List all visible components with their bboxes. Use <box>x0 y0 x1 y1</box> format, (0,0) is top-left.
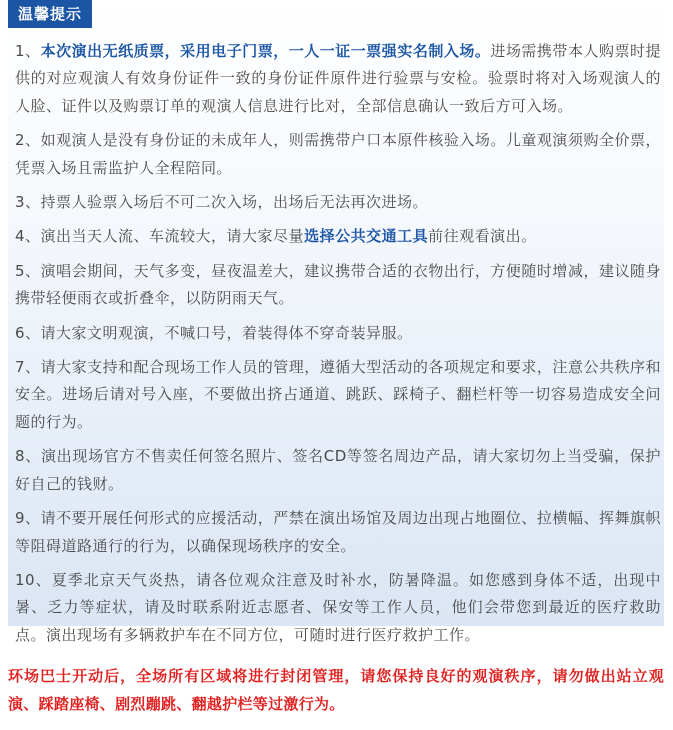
item-text: 演唱会期间，天气多变，昼夜温差大，建议携带合适的衣物出行，方便随时增减，建议随身携带轻便雨衣或折叠伞，以防阴雨天气。 <box>15 261 661 308</box>
notice-item-3 <box>15 189 661 216</box>
item-number: 1、 <box>15 42 41 60</box>
notice-item-9 <box>15 505 661 560</box>
notice-item-8 <box>15 443 661 498</box>
item-highlight: 本次演出无纸质票，采用电子门票，一人一证一票强实名制入场。 <box>40 42 491 60</box>
item-number: 10、 <box>15 570 52 589</box>
item-text: 进场需携带本人购票时提供的对应观演人有效身份证件一致的身份证件原件进行验票与安检。验票时将对入场观演人的人脸、证件以及购票订单的观演人信息进行比对，全部信息确认一致后方可入场。 <box>15 42 661 115</box>
item-text: 夏季北京天气炎热，请各位观众注意及时补水，防暑降温。如您感到身体不适，出现中暑、乏力等症状，请及时联系附近志愿者、保安等工作人员，他们会带您到最近的医疗救助点。演出现场有多辆救护车在不同方位，可随时进行医疗救护工作。 <box>15 570 661 644</box>
item-number: 3、 <box>15 193 41 212</box>
item-number: 7、 <box>15 358 41 377</box>
notice-title: 温馨提示 <box>8 0 92 28</box>
item-number: 9、 <box>15 509 41 528</box>
notice-item-6 <box>15 320 661 347</box>
notice-item-5 <box>15 258 661 313</box>
notice-item-7 <box>15 354 661 436</box>
item-text: 演出当天人流、车流较大，请大家尽量 <box>40 227 305 246</box>
notice-item-10 <box>15 567 661 649</box>
item-number: 8、 <box>15 447 41 466</box>
item-number: 5、 <box>15 261 41 280</box>
item-text: 请大家文明观演，不喊口号，着装得体不穿奇装异服。 <box>40 323 413 342</box>
item-text: 前往观看演出。 <box>428 227 537 246</box>
item-text: 演出现场官方不售卖任何签名照片、签名CD等签名周边产品，请大家切勿上当受骗，保护好自己的钱财。 <box>15 447 661 493</box>
item-number: 4、 <box>15 227 41 246</box>
item-number: 2、 <box>15 131 41 150</box>
footer-warning: 环场巴士开动后，全场所有区域将进行封闭管理，请您保持良好的观演秩序，请勿做出站立观演、踩踏座椅、剧烈蹦跳、翻越护栏等过激行为。 <box>8 667 664 713</box>
item-text: 请不要开展任何形式的应援活动，严禁在演出场馆及周边出现占地圈位、拉横幅、挥舞旗帜等阻碍道路通行的行为，以确保现场秩序的安全。 <box>15 509 661 555</box>
item-text: 持票人验票入场后不可二次入场，出场后无法再次进场。 <box>40 193 429 212</box>
notice-item-2 <box>15 127 661 182</box>
notice-item-1 <box>15 38 661 120</box>
item-text: 如观演人是没有身份证的未成年人，则需携带户口本原件核验入场。儿童观演须购全价票，凭票入场且需监护人全程陪同。 <box>15 131 661 177</box>
item-number: 6、 <box>15 323 41 342</box>
notice-list <box>15 38 661 656</box>
item-highlight: 选择公共交通工具 <box>304 227 429 246</box>
notice-item-4 <box>15 223 661 250</box>
notice-box <box>8 0 664 644</box>
item-text: 请大家支持和配合现场工作人员的管理，遵循大型活动的各项规定和要求，注意公共秩序和安全。进场后请对号入座，不要做出挤占通道、跳跃、踩椅子、翻栏杆等一切容易造成安全问题的行为。 <box>15 358 661 431</box>
